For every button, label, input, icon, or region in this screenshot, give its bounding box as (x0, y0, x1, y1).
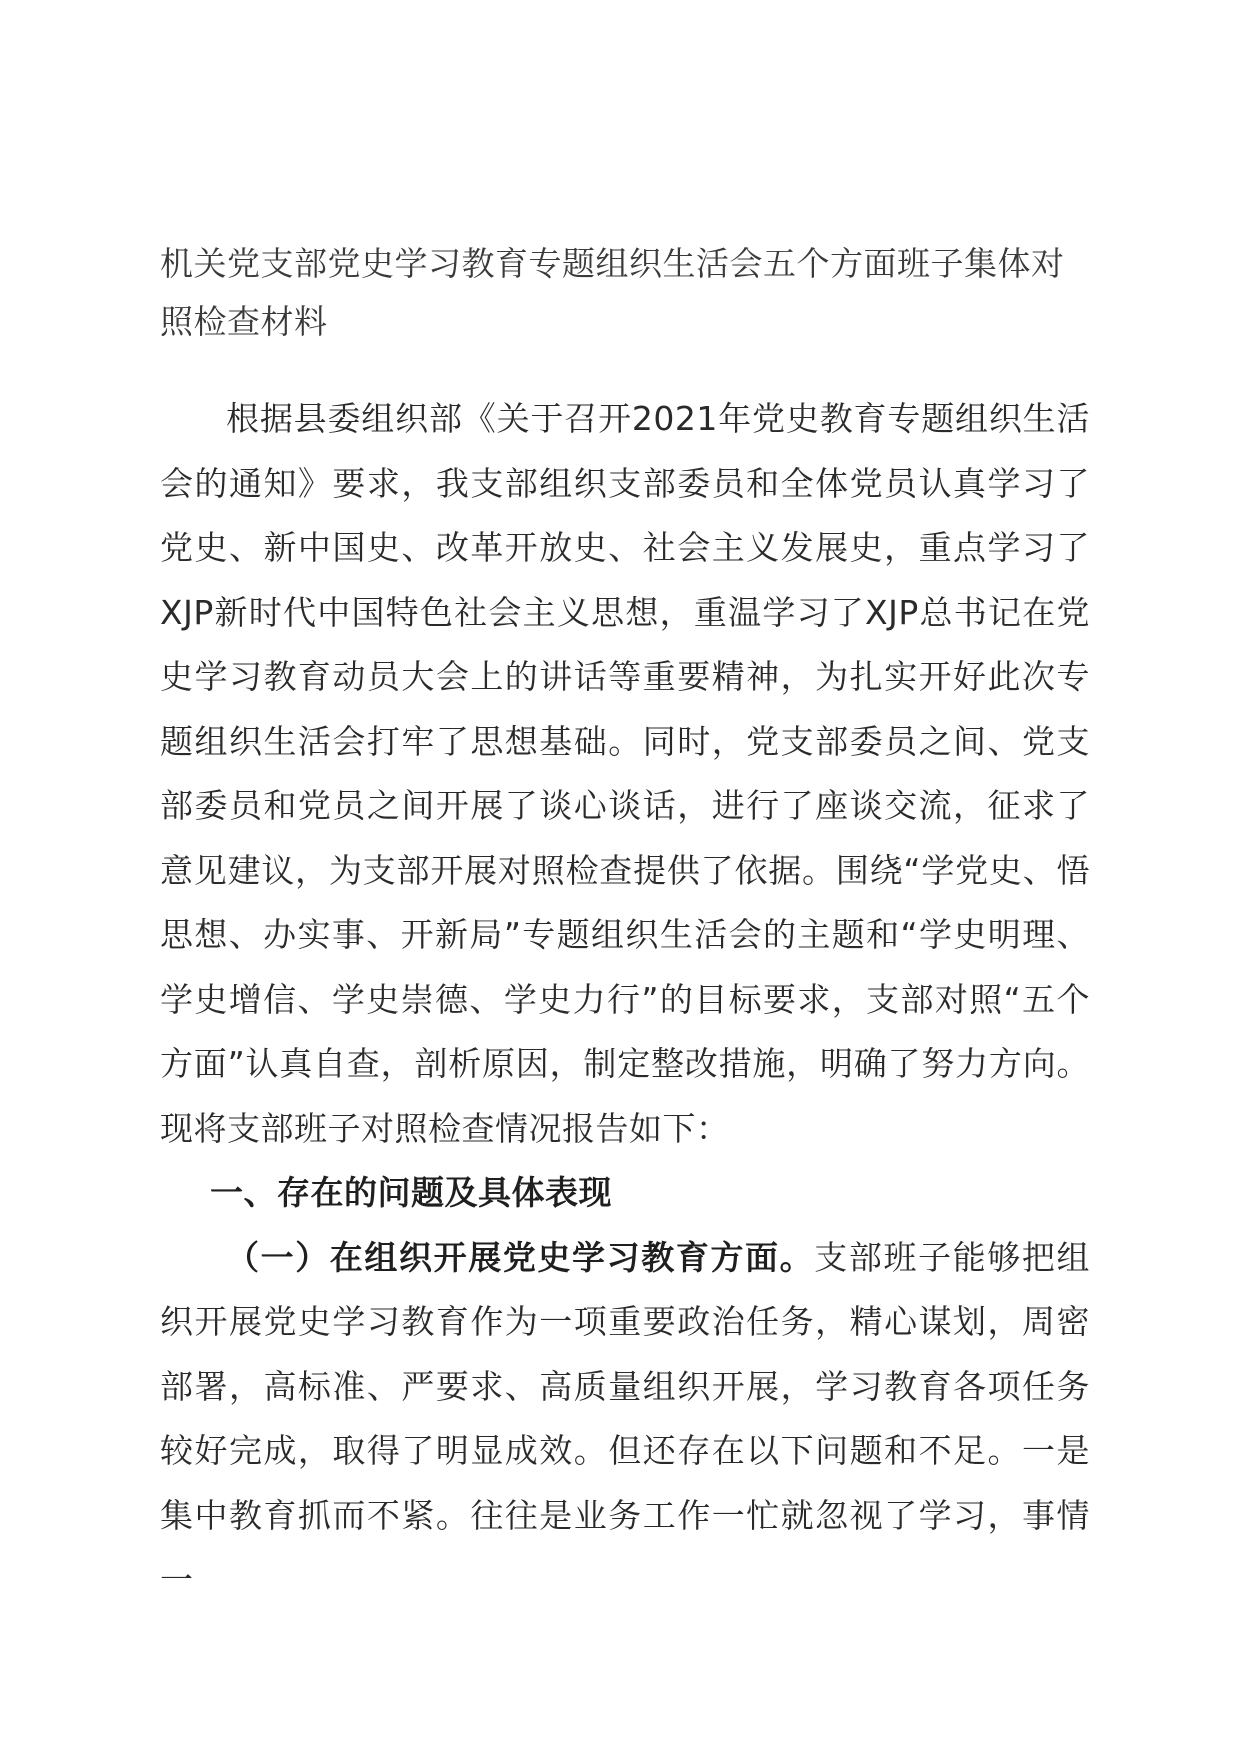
section-heading: 一、存在的问题及具体表现 (210, 1173, 612, 1212)
document-body (160, 235, 1090, 1613)
intro-paragraph: 根据县委组织部《关于召开2021年党史教育专题组织生活会的通知》要求，我支部组织支部委员和全体党员认真学习了党史、新中国史、改革开放史、社会主义发展史，重点学习了XJP新时代中国特色社会主义思想，重温学习了XJP总书记在党史学习教育动员大会上的讲话等重要精神，为扎实开好此次专题组织生活会打牢了思想基础。同时，党支部委员之间、党支部委员和党员之间开展了谈心谈话，进行了座谈交流，征求了意见建议，为支部开展对照检查提供了依据。围绕“学党史、悟思想、办实事、开新局”专题组织生活会的主题和“学史明理、学史增信、学史崇德、学史力行”的目标要求，支部对照“五个方面”认真自查，剖析原因，制定整改措施，明确了努力方向。现将支部班子对照检查情况报告如下： (160, 399, 1090, 1148)
subsection-paragraph (160, 1226, 1090, 1613)
subsection-body: 支部班子能够把组织开展党史学习教育作为一项重要政治任务，精心谋划，周密部署，高标准、严要求、高质量组织开展，学习教育各项任务较好完成，取得了明显成效。但还存在以下问题和不足。一是集中教育抓而不紧。往往是业务工作一忙就忽视了学习，事情一 (160, 1237, 1091, 1599)
subsection-lead: （一）在组织开展党史学习教育方面。 (226, 1237, 815, 1277)
document-title: 机关党支部党史学习教育专题组织生活会五个方面班子集体对照检查材料 (160, 244, 1065, 341)
